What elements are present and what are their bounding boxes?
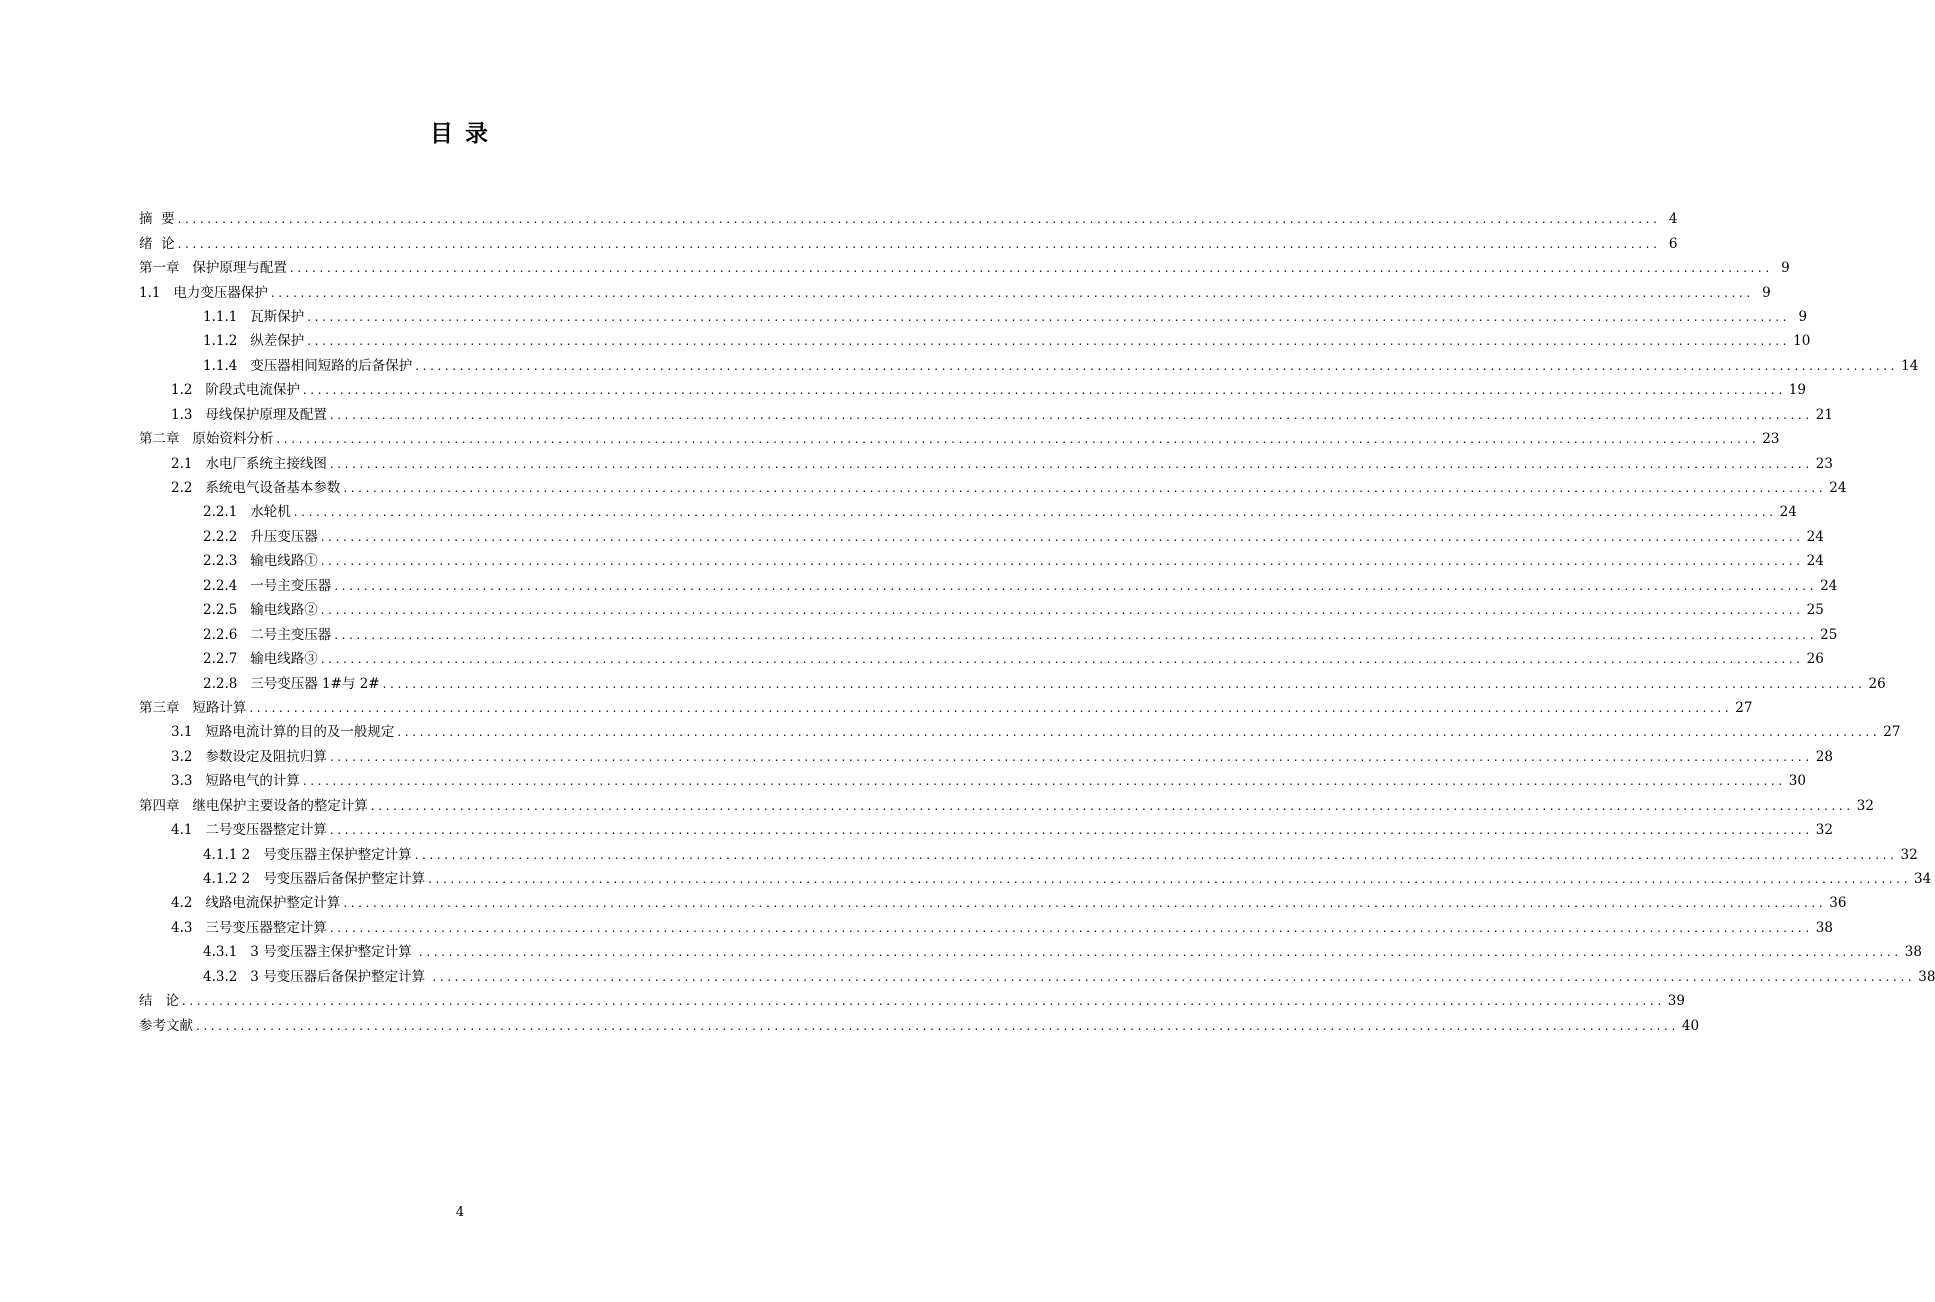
toc-dot-leader: ........................................................................................................................................................................................................: [370, 798, 1854, 813]
toc-entry-label: 第三章 短路计算: [139, 699, 247, 716]
toc-entry[interactable]: [139, 916, 1833, 940]
toc-dot-leader: ........................................................................................................................................................................................................: [428, 872, 1911, 887]
toc-entry-page: 19: [1788, 382, 1806, 399]
toc-entry-page: 27: [1735, 699, 1753, 716]
table-of-contents: [139, 207, 1935, 1038]
toc-entry[interactable]: [139, 794, 1874, 818]
toc-entry-page: 30: [1788, 773, 1806, 790]
toc-entry-label: 4.2 线路电流保护整定计算: [171, 895, 341, 912]
toc-entry-label: 1.1.4 变压器相间短路的后备保护: [203, 357, 413, 374]
toc-entry-label: 3.3 短路电气的计算: [171, 773, 300, 790]
toc-entry-page: 25: [1806, 602, 1824, 619]
toc-entry[interactable]: [139, 671, 1886, 695]
toc-entry-page: 9: [1762, 284, 1771, 301]
toc-entry-page: 14: [1901, 357, 1919, 374]
toc-dot-leader: ........................................................................................................................................................................................................: [181, 994, 1665, 1009]
toc-dot-leader: ........................................................................................................................................................................................................: [329, 407, 1813, 422]
toc-dot-leader: ........................................................................................................................................................................................................: [382, 676, 1866, 691]
toc-entry-label: 2.1 水电厂系统主接线图: [171, 455, 327, 472]
toc-entry-label: 1.2 阶段式电流保护: [171, 382, 300, 399]
toc-entry-page: 40: [1681, 1017, 1700, 1034]
toc-entry-page: 24: [1820, 577, 1838, 594]
toc-entry-page: 27: [1883, 724, 1901, 741]
toc-entry-page: 39: [1667, 993, 1685, 1010]
toc-entry-page: 32: [1856, 797, 1874, 814]
toc-entry-page: 24: [1829, 480, 1847, 497]
toc-dot-leader: ........................................................................................................................................................................................................: [432, 969, 1916, 984]
toc-entry-page: 24: [1779, 504, 1797, 521]
toc-entry-label: 摘 要: [139, 211, 175, 228]
toc-entry[interactable]: [139, 720, 1901, 744]
toc-entry[interactable]: [139, 1013, 1700, 1037]
toc-entry-label: 4.3.1 3 号变压器主保护整定计算: [203, 944, 416, 961]
toc-entry[interactable]: [139, 427, 1780, 451]
toc-entry-label: 4.3 三号变压器整定计算: [171, 919, 327, 936]
toc-entry-label: 1.1.1 瓦斯保护: [203, 308, 305, 325]
toc-entry[interactable]: [139, 451, 1833, 475]
toc-entry[interactable]: [139, 305, 1808, 329]
toc-entry-label: 1.3 母线保护原理及配置: [171, 406, 327, 423]
toc-entry[interactable]: [139, 769, 1806, 793]
toc-entry-page: 28: [1815, 748, 1833, 765]
toc-entry-page: 10: [1793, 333, 1811, 350]
toc-entry[interactable]: [139, 329, 1811, 353]
toc-dot-leader: ........................................................................................................................................................................................................: [249, 700, 1733, 715]
toc-entry-label: 第四章 继电保护主要设备的整定计算: [139, 797, 368, 814]
toc-entry-page: 4: [1668, 211, 1678, 228]
toc-entry[interactable]: [139, 476, 1847, 500]
toc-dot-leader: ........................................................................................................................................................................................................: [334, 578, 1818, 593]
toc-entry-page: 38: [1904, 944, 1922, 961]
toc-entry[interactable]: [139, 256, 1790, 280]
toc-dot-leader: ........................................................................................................................................................................................................: [270, 285, 1754, 300]
toc-entry-label: 2.2.5 输电线路②: [203, 602, 318, 619]
toc-entry[interactable]: [139, 745, 1833, 769]
toc-entry[interactable]: [139, 354, 1919, 378]
toc-entry[interactable]: [139, 622, 1838, 646]
toc-entry[interactable]: [139, 280, 1771, 304]
toc-dot-leader: ........................................................................................................................................................................................................: [302, 383, 1786, 398]
toc-entry-page: 38: [1918, 968, 1935, 985]
toc-entry-page: 38: [1815, 919, 1833, 936]
toc-entry-page: 36: [1829, 895, 1847, 912]
toc-entry-page: 9: [1781, 260, 1790, 277]
toc-dot-leader: ........................................................................................................................................................................................................: [329, 456, 1813, 471]
toc-entry-label: 绪 论: [139, 235, 175, 252]
toc-entry[interactable]: [139, 403, 1833, 427]
toc-dot-leader: ........................................................................................................................................................................................................: [293, 505, 1777, 520]
toc-entry-page: 6: [1668, 235, 1678, 252]
page-number: 4: [455, 1205, 465, 1220]
toc-dot-leader: ........................................................................................................................................................................................................: [196, 1018, 1679, 1033]
toc-entry-label: 参考文献: [139, 1017, 193, 1034]
toc-entry[interactable]: [139, 549, 1824, 573]
toc-entry[interactable]: [139, 231, 1678, 255]
toc-entry-label: 2.2.6 二号主变压器: [203, 626, 332, 643]
toc-entry[interactable]: [139, 867, 1932, 891]
toc-entry-label: 2.2.8 三号变压器 1#与 2#: [203, 675, 380, 692]
toc-entry[interactable]: [139, 647, 1824, 671]
toc-entry[interactable]: [139, 574, 1838, 598]
toc-entry-label: 4.1.1 2 号变压器主保护整定计算: [203, 846, 412, 863]
toc-dot-leader: ........................................................................................................................................................................................................: [343, 481, 1827, 496]
toc-entry-label: 结 论: [139, 993, 179, 1010]
toc-dot-leader: ........................................................................................................................................................................................................: [307, 334, 1791, 349]
toc-entry-label: 1.1.2 纵差保护: [203, 333, 305, 350]
toc-dot-leader: ........................................................................................................................................................................................................: [320, 529, 1804, 544]
toc-entry-label: 3.1 短路电流计算的目的及一般规定: [171, 724, 395, 741]
toc-entry-page: 26: [1868, 675, 1886, 692]
toc-entry-label: 4.1 二号变压器整定计算: [171, 822, 327, 839]
toc-entry-page: 25: [1820, 626, 1838, 643]
toc-dot-leader: ........................................................................................................................................................................................................: [320, 652, 1804, 667]
toc-entry-page: 9: [1798, 308, 1808, 325]
toc-dot-leader: ........................................................................................................................................................................................................: [329, 920, 1813, 935]
toc-dot-leader: ........................................................................................................................................................................................................: [343, 896, 1827, 911]
toc-entry[interactable]: [139, 989, 1685, 1013]
toc-entry-label: 4.3.2 3 号变压器后备保护整定计算: [203, 968, 430, 985]
toc-dot-leader: ........................................................................................................................................................................................................: [415, 358, 1899, 373]
toc-entry[interactable]: [139, 891, 1847, 915]
toc-entry-page: 34: [1914, 871, 1932, 888]
toc-entry-page: 21: [1815, 406, 1833, 423]
toc-dot-leader: ........................................................................................................................................................................................................: [329, 823, 1813, 838]
toc-dot-leader: ........................................................................................................................................................................................................: [302, 774, 1786, 789]
toc-entry[interactable]: [139, 525, 1824, 549]
toc-entry-label: 3.2 参数设定及阻抗归算: [171, 748, 327, 765]
toc-entry[interactable]: [139, 940, 1922, 964]
toc-dot-leader: ........................................................................................................................................................................................................: [320, 603, 1804, 618]
toc-entry-page: 24: [1806, 528, 1824, 545]
toc-entry[interactable]: [139, 207, 1678, 231]
toc-entry-label: 2.2 系统电气设备基本参数: [171, 480, 341, 497]
toc-entry[interactable]: [139, 842, 1918, 866]
toc-entry-page: 32: [1815, 822, 1833, 839]
toc-entry-page: 26: [1806, 651, 1824, 668]
toc-entry-page: 24: [1806, 553, 1824, 570]
toc-entry-page: 23: [1815, 455, 1833, 472]
toc-dot-leader: ........................................................................................................................................................................................................: [418, 945, 1902, 960]
toc-dot-leader: ........................................................................................................................................................................................................: [307, 309, 1791, 324]
toc-entry-label: 2.2.4 一号主变压器: [203, 577, 332, 594]
toc-entry-label: 1.1 电力变压器保护: [139, 284, 268, 301]
toc-entry-label: 第一章 保护原理与配置: [139, 260, 287, 277]
toc-entry[interactable]: [139, 818, 1833, 842]
toc-dot-leader: ........................................................................................................................................................................................................: [320, 554, 1804, 569]
toc-dot-leader: ........................................................................................................................................................................................................: [177, 236, 1661, 251]
toc-entry[interactable]: [139, 965, 1935, 989]
toc-entry[interactable]: [139, 696, 1753, 720]
toc-entry-label: 4.1.2 2 号变压器后备保护整定计算: [203, 871, 426, 888]
toc-entry-label: 2.2.7 输电线路③: [203, 651, 318, 668]
toc-entry-label: 2.2.1 水轮机: [203, 504, 291, 521]
toc-entry[interactable]: [139, 598, 1824, 622]
toc-entry[interactable]: [139, 378, 1806, 402]
toc-title: 目 录: [429, 121, 490, 147]
toc-entry-page: 23: [1762, 431, 1780, 448]
toc-dot-leader: ........................................................................................................................................................................................................: [397, 725, 1881, 740]
toc-dot-leader: ........................................................................................................................................................................................................: [414, 847, 1898, 862]
toc-entry-label: 第二章 原始资料分析: [139, 431, 274, 448]
toc-dot-leader: ........................................................................................................................................................................................................: [289, 261, 1773, 276]
toc-dot-leader: ........................................................................................................................................................................................................: [177, 212, 1661, 227]
toc-dot-leader: ........................................................................................................................................................................................................: [276, 432, 1760, 447]
toc-entry-page: 32: [1900, 846, 1918, 863]
toc-entry-label: 2.2.3 输电线路①: [203, 553, 318, 570]
toc-entry[interactable]: [139, 500, 1797, 524]
toc-entry-label: 2.2.2 升压变压器: [203, 528, 318, 545]
toc-dot-leader: ........................................................................................................................................................................................................: [334, 627, 1818, 642]
toc-dot-leader: ........................................................................................................................................................................................................: [329, 749, 1813, 764]
